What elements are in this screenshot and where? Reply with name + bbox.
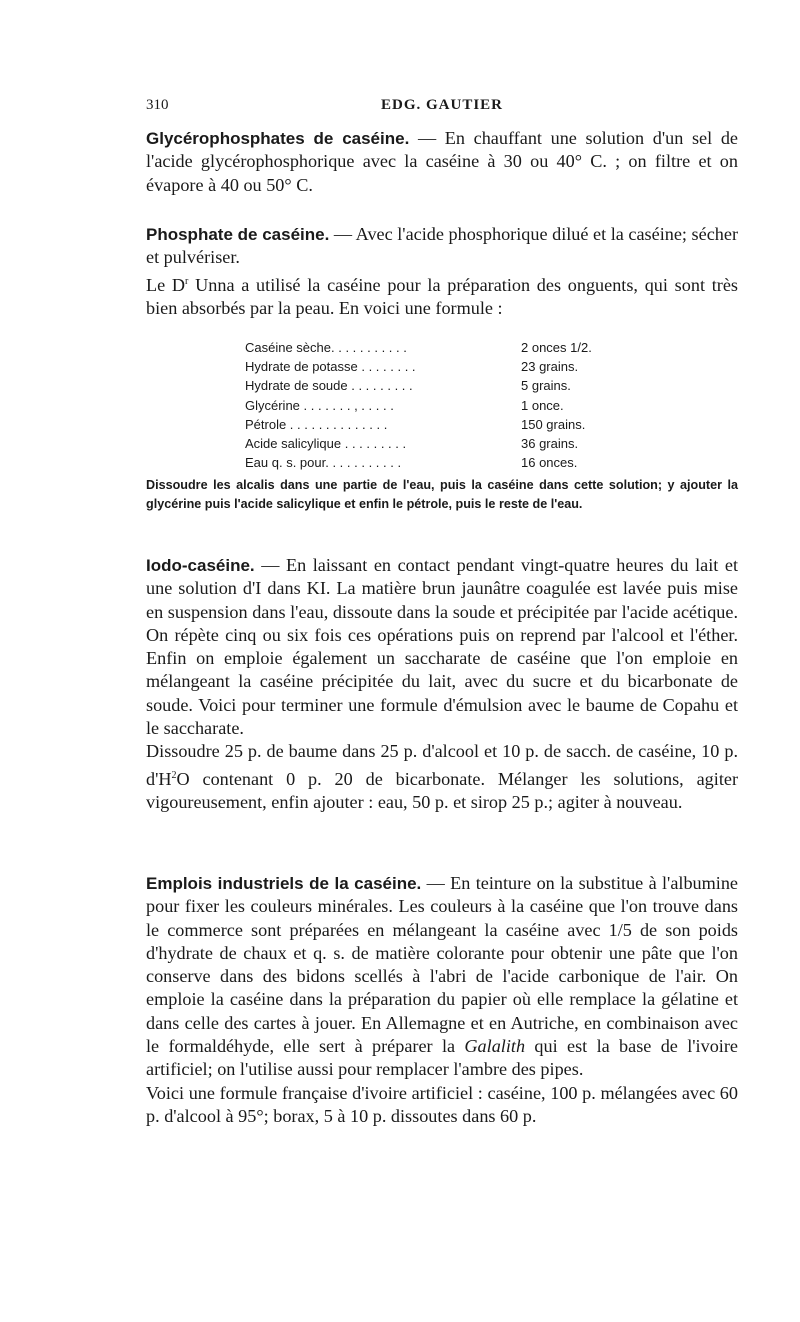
ingredient-name: Hydrate de potasse . . . . . . . . bbox=[245, 359, 416, 375]
paragraph-text: — En laissant en contact pendant vingt-quatre heures du lait et une solution d'I dans KI. La matière brun jaunâtre coagulée est lavée puis mise en suspension dans l'eau, dissoute dans la soude et précipitée par l'acide acétique. On répète cinq ou six fois ces opérations puis on reprend par l'alcool et l'éther. Enfin on emploie également un saccharate de caséine que l'on emploie en mélangeant la caséine précipitée du lait, avec du sucre et du bicarbonate de soude. Voici pour terminer une formule d'émulsion avec le baume de Copahu et le saccharate. bbox=[146, 555, 738, 739]
instruction-text: Dissoudre les alcalis dans une partie de l'eau, puis la caséine dans cette solution; y ajouter la glycérine puis l'acide salicylique et enfin le pétrole, puis le reste de l'eau. bbox=[146, 478, 738, 511]
ingredient-name: Hydrate de soude . . . . . . . . . bbox=[245, 378, 413, 394]
formula-row bbox=[245, 415, 625, 434]
section-glycerophosphates bbox=[146, 127, 738, 197]
paragraph-text: — Avec l'acide phosphorique dilué et la caséine; sécher et pulvériser. bbox=[146, 224, 738, 268]
ingredient-quantity: 150 grains. bbox=[521, 416, 586, 432]
formula-row bbox=[245, 453, 625, 472]
running-head: EDG. GAUTIER bbox=[380, 97, 504, 113]
ingredient-name: Caséine sèche. . . . . . . . . . . bbox=[245, 340, 407, 355]
paragraph-text: Dissoudre 25 p. de baume dans 25 p. d'alcool et 10 p. de sacch. de caséine, 10 p. d'H bbox=[146, 741, 738, 789]
paragraph-text: Unna a utilisé la caséine pour la préparation des onguents, qui sont très bien absorbés par la peau. En voici une formule : bbox=[146, 274, 738, 318]
section-heading: Glycérophosphates de caséine. bbox=[146, 129, 410, 148]
section-heading: Iodo-caséine. bbox=[146, 556, 255, 575]
paragraph-text: — En chauffant une solution d'un sel de l'acide glycérophosphorique avec la caséine à 30 ou 40° C. ; on filtre et on évapore à 40 ou 50° C. bbox=[146, 128, 738, 195]
italic-term: Galalith bbox=[464, 1036, 526, 1057]
ingredient-quantity: 2 onces 1/2. bbox=[521, 340, 592, 355]
ingredient-name: Acide salicylique . . . . . . . . . bbox=[245, 435, 407, 451]
section-emplois-industriels bbox=[146, 872, 738, 1128]
paragraph-text: Le D bbox=[146, 274, 186, 295]
ingredient-quantity: 23 grains. bbox=[521, 359, 579, 375]
paragraph-text: qui est la base de l'ivoire artificiel; on l'utilise aussi pour remplacer l'ambre des pipes. bbox=[146, 1036, 738, 1080]
ingredient-quantity: 36 grains. bbox=[521, 435, 579, 451]
section-iodo-caseine bbox=[146, 554, 738, 814]
ingredient-name: Glycérine . . . . . . . , . . . . . bbox=[245, 397, 394, 413]
ingredient-quantity: 1 once. bbox=[521, 397, 564, 413]
superscript: 2 bbox=[171, 769, 177, 781]
running-header bbox=[146, 97, 738, 119]
formula-row bbox=[245, 376, 625, 395]
formula-row bbox=[245, 434, 625, 453]
paragraph-text: Voici une formule française d'ivoire artificiel : caséine, 100 p. mélangées avec 60 p. d'alcool à 95°; borax, 5 à 10 p. dissoutes dans 60 p. bbox=[146, 1082, 738, 1126]
ingredient-name: Eau q. s. pour. . . . . . . . . . . bbox=[245, 455, 402, 471]
section-heading: Emplois industriels de la caséine. bbox=[146, 874, 422, 893]
paragraph-text: O contenant 0 p. 20 de bicarbonate. Mélanger les solutions, agiter vigoureusement, enfin ajouter : eau, 50 p. et sirop 25 p.; agiter à nouveau. bbox=[146, 768, 738, 813]
formula-row bbox=[245, 357, 625, 376]
page-number: 310 bbox=[146, 97, 169, 113]
formula-row bbox=[245, 338, 625, 357]
paragraph-text: — En teinture on la substitue à l'albumine pour fixer les couleurs minérales. Les couleurs à la caséine que l'on trouve dans le commerce sont préparées en mélangeant la caséine avec 1/5 de son poids d'hydrate de chaux et q. s. de matière colorante pour obtenir une pâte que l'on conserve dans des bidons scellés à l'abri de l'acide carbonique de l'air. On emploie la caséine dans la préparation du papier où elle remplace la gélatine et dans celle des cartes à jouer. En Allemagne et en Autriche, en combinaison avec le formaldéhyde, elle sert à préparer la bbox=[146, 873, 738, 1057]
ingredient-quantity: 16 onces. bbox=[521, 455, 578, 471]
section-phosphate bbox=[146, 223, 738, 320]
superscript: r bbox=[185, 275, 189, 287]
formula-table bbox=[245, 338, 625, 472]
ingredient-name: Pétrole . . . . . . . . . . . . . . bbox=[245, 416, 388, 432]
section-heading: Phosphate de caséine. bbox=[146, 225, 330, 244]
ingredient-quantity: 5 grains. bbox=[521, 378, 571, 394]
formula-instructions bbox=[146, 476, 738, 514]
formula-row bbox=[245, 396, 625, 415]
